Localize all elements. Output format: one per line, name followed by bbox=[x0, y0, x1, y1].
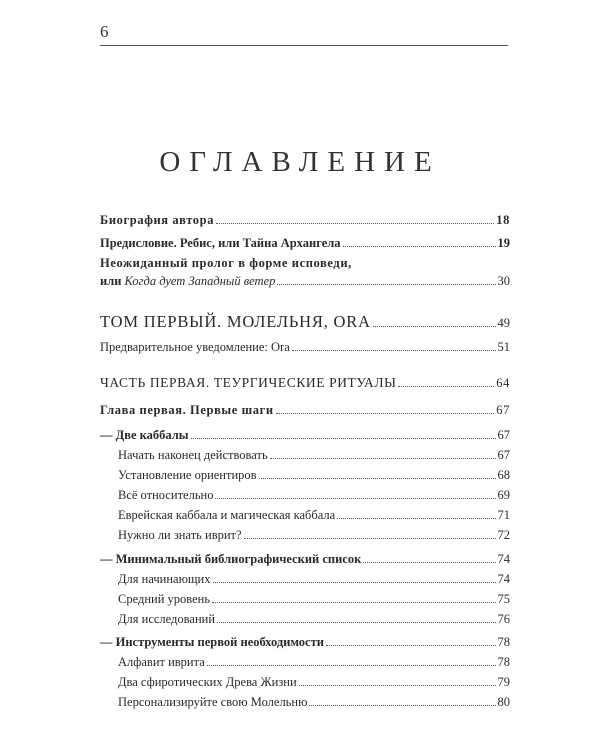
leader-dots bbox=[277, 284, 495, 285]
entry-label: ЧАСТЬ ПЕРВАЯ. ТЕУРГИЧЕСКИЕ РИТУАЛЫ bbox=[100, 375, 397, 390]
leader-dots bbox=[259, 478, 496, 479]
toc-item[interactable] bbox=[118, 487, 510, 503]
toc-item[interactable] bbox=[118, 527, 510, 543]
leader-dots bbox=[326, 645, 496, 646]
entry-label: Еврейская каббала и магическая каббала bbox=[118, 508, 336, 522]
entry-page: 74 bbox=[497, 572, 510, 586]
entry-label: Нужно ли знать иврит? bbox=[118, 528, 242, 542]
toc-section-two-kabbalahs[interactable] bbox=[100, 427, 510, 443]
entry-page: 76 bbox=[497, 612, 510, 626]
entry-page: 71 bbox=[497, 508, 510, 522]
toc-item[interactable] bbox=[118, 674, 510, 690]
leader-dots bbox=[244, 538, 496, 539]
toc-entry-author-biography[interactable] bbox=[100, 212, 510, 228]
leader-dots bbox=[207, 665, 496, 666]
entry-label-italic: Когда дует Западный ветер bbox=[124, 274, 276, 288]
toc-item[interactable] bbox=[118, 447, 510, 463]
entry-label: Биография автора bbox=[100, 213, 215, 227]
leader-dots bbox=[373, 326, 496, 327]
toc-entry-chapter-one[interactable] bbox=[100, 402, 510, 418]
entry-label: Два сфиротических Древа Жизни bbox=[118, 675, 297, 689]
toc-item[interactable] bbox=[118, 571, 510, 587]
entry-label: Предисловие. Ребис, или Тайна Архангела bbox=[100, 236, 341, 250]
entry-label: Средний уровень bbox=[118, 592, 211, 606]
leader-dots bbox=[343, 246, 496, 247]
entry-page: 51 bbox=[497, 340, 510, 354]
entry-page: 80 bbox=[497, 695, 510, 709]
entry-page: 75 bbox=[497, 592, 510, 606]
leader-dots bbox=[213, 582, 496, 583]
entry-label: Предварительное уведомление: Ora bbox=[100, 340, 290, 354]
entry-label: — Инструменты первой необходимости bbox=[100, 635, 324, 649]
entry-label: Всё относительно bbox=[118, 488, 214, 502]
toc-item[interactable] bbox=[118, 591, 510, 607]
leader-dots bbox=[309, 705, 495, 706]
toc-entry-prologue-line1[interactable]: Неожиданный пролог в форме исповеди, bbox=[100, 256, 352, 270]
entry-label: Персонализируйте свою Молельню bbox=[118, 695, 308, 709]
entry-page: 72 bbox=[497, 528, 510, 542]
entry-page: 18 bbox=[496, 213, 510, 227]
leader-dots bbox=[299, 685, 496, 686]
entry-label: Установление ориентиров bbox=[118, 468, 257, 482]
leader-dots bbox=[191, 438, 496, 439]
entry-page: 68 bbox=[497, 468, 510, 482]
leader-dots bbox=[363, 562, 495, 563]
page-number: 6 bbox=[100, 22, 109, 41]
entry-page: 64 bbox=[496, 376, 510, 390]
leader-dots bbox=[270, 458, 496, 459]
toc-item[interactable] bbox=[118, 467, 510, 483]
entry-page: 78 bbox=[497, 655, 510, 669]
toc-title: ОГЛАВЛЕНИЕ bbox=[159, 146, 441, 178]
entry-page: 74 bbox=[497, 552, 510, 566]
entry-page: 19 bbox=[497, 236, 510, 250]
entry-page: 69 bbox=[497, 488, 510, 502]
header-rule bbox=[100, 45, 508, 46]
entry-page: 67 bbox=[497, 428, 510, 442]
leader-dots bbox=[337, 518, 495, 519]
entry-page: 67 bbox=[497, 448, 510, 462]
leader-dots bbox=[212, 602, 495, 603]
entry-label bbox=[100, 273, 275, 289]
entry-label: Алфавит иврита bbox=[118, 655, 205, 669]
entry-page: 49 bbox=[497, 316, 510, 330]
leader-dots bbox=[217, 622, 495, 623]
toc-entry-part-one[interactable] bbox=[100, 375, 510, 391]
entry-label: Для исследований bbox=[118, 612, 216, 626]
toc-section-bibliography[interactable] bbox=[100, 551, 510, 567]
leader-dots bbox=[276, 413, 495, 414]
toc-section-essential-tools[interactable] bbox=[100, 634, 510, 650]
entry-label: Глава первая. Первые шаги bbox=[100, 403, 274, 417]
entry-label: Начать наконец действовать bbox=[118, 448, 268, 462]
toc-entry-preliminary-notice[interactable] bbox=[100, 339, 510, 355]
entry-page: 79 bbox=[497, 675, 510, 689]
leader-dots bbox=[215, 498, 495, 499]
leader-dots bbox=[292, 350, 496, 351]
leader-dots bbox=[398, 386, 494, 387]
entry-label: ТОМ ПЕРВЫЙ. МОЛЕЛЬНЯ, ORA bbox=[100, 312, 371, 331]
entry-label: — Минимальный библиографический список bbox=[100, 552, 362, 566]
toc-item[interactable] bbox=[118, 611, 510, 627]
toc-entry-preface[interactable] bbox=[100, 235, 510, 251]
entry-page: 30 bbox=[497, 274, 510, 288]
toc-item[interactable] bbox=[118, 654, 510, 670]
leader-dots bbox=[216, 223, 494, 224]
entry-page: 67 bbox=[496, 403, 510, 417]
entry-page: 78 bbox=[497, 635, 510, 649]
toc-entry-prologue[interactable] bbox=[100, 273, 510, 289]
toc-item[interactable] bbox=[118, 507, 510, 523]
entry-label-prefix: или bbox=[100, 274, 125, 288]
toc-item[interactable] bbox=[118, 694, 510, 710]
toc-entry-volume-one[interactable] bbox=[100, 314, 510, 331]
entry-label: Для начинающих bbox=[118, 572, 211, 586]
entry-label: — Две каббалы bbox=[100, 428, 189, 442]
